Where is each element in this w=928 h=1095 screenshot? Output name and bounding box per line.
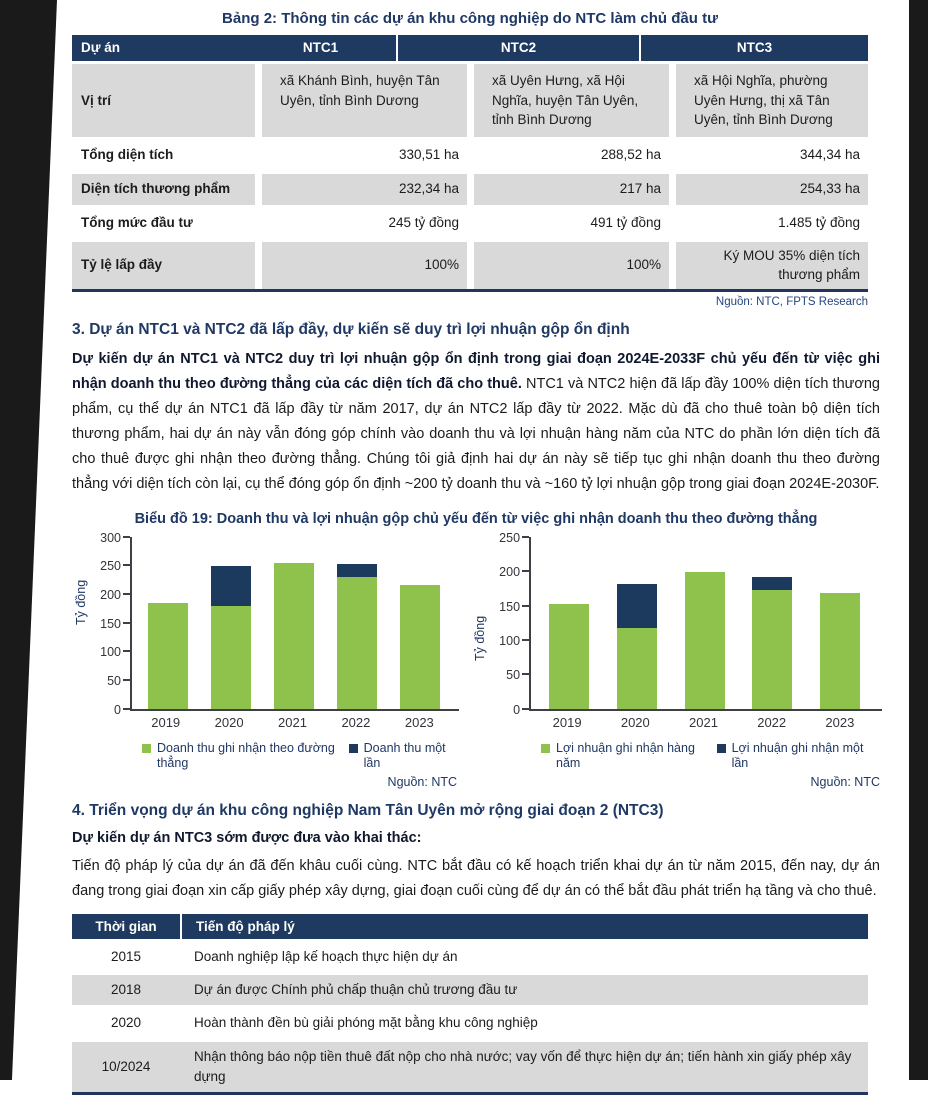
table-cell: 232,34 ha: [262, 174, 467, 205]
bars-container: [535, 537, 874, 709]
bar-slot: [262, 537, 325, 709]
page-right-black-edge: [909, 0, 928, 1080]
table-cell: xã Hội Nghĩa, phường Uyên Hưng, thị xã Tân Uyên, tỉnh Bình Dương: [676, 64, 868, 137]
table-row: [72, 942, 868, 972]
bar-segment: [617, 584, 657, 629]
bar-segment: [400, 585, 440, 709]
header-thoi-gian: Thời gian: [72, 914, 180, 939]
legend-item: [717, 741, 878, 771]
x-tick-label: 2019: [552, 714, 582, 730]
y-tick-mark: [522, 639, 529, 641]
table-cell: 344,34 ha: [676, 140, 868, 171]
section-3-heading: 3. Dự án NTC1 và NTC2 đã lấp đầy, dự kiến sẽ duy trì lợi nhuận gộp ổn định: [72, 320, 630, 338]
bar-segment: [752, 577, 792, 591]
stacked-bar: [820, 593, 860, 709]
table-row: [72, 1008, 868, 1038]
x-axis-labels: [130, 711, 459, 730]
table-row: [72, 975, 868, 1005]
table-row: [72, 1042, 868, 1093]
row-label: Tổng mức đầu tư: [72, 208, 255, 239]
x-tick-label: 2022: [341, 714, 371, 730]
plot-area-wrap: [100, 530, 459, 789]
table-cell: 491 tỷ đồng: [474, 208, 669, 239]
section-4-paragraph: Tiến độ pháp lý của dự án đã đến khâu cuối cùng. NTC bắt đầu có kế hoạch triển khai dự án từ năm 2015, đến nay, dự án đang trong giai đoạn xin cấp giấy phép xây dựng, giai đoạn cuối cùng để dự án có thể bắt đầu phát triển hạ tầng và cho thuê.: [72, 857, 880, 899]
progress-cell: Dự án được Chính phủ chấp thuận chủ trương đầu tư: [194, 982, 518, 998]
table-cell: 100%: [474, 242, 669, 289]
table-row: [72, 64, 868, 137]
gross-profit-chart: [471, 529, 882, 789]
projects-table-header: [72, 35, 868, 61]
y-tick-label: 100: [100, 645, 121, 660]
bar-segment: [685, 572, 725, 709]
table-cell: 254,33 ha: [676, 174, 868, 205]
section-3-body-text: NTC1 và NTC2 hiện đã lấp đầy 100% diện tích thương phẩm, cụ thể dự án NTC1 đã lấp đầy từ năm 2017, dự án NTC2 lấp đầy từ 2022. Mặc dù đã cho thuê toàn bộ diện tích thương phẩm, hai dự án này vẫn đóng góp chính vào doanh thu và lợi nhuận hàng năm của NTC do phần lớn diện tích đã cho thuê được ghi nhận theo đường thẳng. Chúng tôi giả định hai dự án này sẽ tiếp tục ghi nhận doanh thu theo đường thẳng với diện tích còn lại, cụ thể đóng góp ổn định ~200 tỷ doanh thu và ~160 tỷ lợi nhuận gộp trong giai đoạn 2024E-2030F.: [72, 375, 880, 492]
bar-segment: [211, 606, 251, 709]
y-axis-label: Tỷ đồng: [473, 615, 488, 661]
y-tick-label: 50: [506, 668, 521, 683]
table-row: [72, 242, 868, 289]
x-axis-labels: [529, 711, 882, 730]
bar-segment: [820, 593, 860, 709]
bar-segment: [337, 577, 377, 709]
y-tick-label: 100: [499, 634, 521, 649]
x-tick-label: 2023: [404, 714, 434, 730]
bars-container: [136, 537, 451, 709]
x-tick-label: 2023: [825, 714, 855, 730]
y-tick-label: 150: [100, 616, 121, 631]
table-cell: 288,52 ha: [474, 140, 669, 171]
bar-slot: [535, 537, 603, 709]
y-tick-mark: [522, 605, 529, 607]
stacked-bar: [752, 577, 792, 709]
table-cell: 330,51 ha: [262, 140, 467, 171]
bar-slot: [671, 537, 739, 709]
y-tick-mark: [123, 650, 130, 652]
row-label: Vị trí: [72, 64, 255, 137]
x-tick-label: 2019: [151, 714, 181, 730]
stacked-bar: [617, 584, 657, 709]
table-cell: 100%: [262, 242, 467, 289]
report-page: [72, 0, 882, 1095]
section-4-lead-bold: Dự kiến dự án NTC3 sớm được đưa vào khai thác:: [72, 829, 422, 846]
y-tick-mark: [123, 593, 130, 595]
chart-legend: [130, 730, 459, 771]
chart-19-title: Biểu đồ 19: Doanh thu và lợi nhuận gộp chủ yếu đến từ việc ghi nhận doanh thu theo đường thẳng: [134, 510, 818, 527]
legal-progress-table: [72, 914, 868, 1095]
legend-label: Lợi nhuận ghi nhận một lần: [731, 740, 864, 770]
bar-slot: [136, 537, 199, 709]
y-tick-mark: [522, 536, 529, 538]
header-du-an: Dự án: [72, 35, 245, 61]
projects-table-body: [72, 64, 868, 289]
bar-slot: [603, 537, 671, 709]
row-label: Tỷ lệ lấp đầy: [72, 242, 255, 289]
section-3-lead-bold: Dự kiến dự án NTC1 và NTC2 duy trì lợi nhuận gộp ổn định trong giai đoạn 2024E-2033F chủ yếu đến từ việc ghi nhận doanh thu theo đường thẳng của các diện tích đã cho thuê.: [72, 350, 880, 392]
bar-slot: [325, 537, 388, 709]
legend-marker: [142, 744, 151, 753]
table-row: [72, 174, 868, 205]
bar-slot: [806, 537, 874, 709]
y-tick-label: 50: [107, 674, 121, 689]
legend-marker: [349, 744, 358, 753]
y-tick-mark: [522, 570, 529, 572]
stacked-bar: [400, 585, 440, 709]
stacked-bar: [549, 604, 589, 709]
y-axis-label: Tỷ đồng: [74, 579, 88, 625]
y-tick-mark: [123, 622, 130, 624]
y-tick-mark: [522, 708, 529, 710]
projects-table: [72, 35, 868, 292]
legal-table-header: [72, 914, 868, 939]
table-2-title: Bảng 2: Thông tin các dự án khu công nghiệp do NTC làm chủ đầu tư: [222, 10, 718, 27]
x-tick-label: 2020: [214, 714, 244, 730]
header-ntc2: NTC2: [396, 35, 639, 61]
bar-slot: [199, 537, 262, 709]
y-tick-label: 250: [499, 530, 521, 545]
bar-segment: [148, 603, 188, 709]
stacked-bar: [337, 564, 377, 708]
legend-label: Doanh thu ghi nhận theo đường thẳng: [157, 740, 335, 770]
x-tick-label: 2020: [620, 714, 650, 730]
legal-table-body: [72, 942, 868, 1092]
bar-segment: [617, 628, 657, 708]
table-cell: 245 tỷ đồng: [262, 208, 467, 239]
time-cell: 10/2024: [101, 1058, 151, 1074]
bar-segment: [337, 564, 377, 577]
y-tick-mark: [123, 564, 130, 566]
row-label: Diện tích thương phẩm: [72, 174, 255, 205]
legend-label: Lợi nhuận ghi nhận hàng năm: [556, 740, 695, 770]
revenue-chart: [72, 529, 459, 789]
stacked-bar: [274, 563, 314, 709]
y-tick-label: 150: [499, 599, 521, 614]
y-tick-label: 200: [499, 565, 521, 580]
section-3-paragraph: [72, 347, 880, 497]
bar-segment: [211, 566, 251, 606]
section-4-heading: 4. Triển vọng dự án khu công nghiệp Nam Tân Uyên mở rộng giai đoạn 2 (NTC3): [72, 801, 664, 819]
chart-legend: [529, 730, 882, 771]
y-tick-label: 250: [100, 559, 121, 574]
table-cell: xã Khánh Bình, huyện Tân Uyên, tỉnh Bình Dương: [262, 64, 467, 137]
time-cell: 2018: [110, 982, 142, 998]
charts-row: [72, 529, 882, 789]
legend-marker: [541, 744, 550, 753]
bar-segment: [549, 604, 589, 709]
bar-slot: [738, 537, 806, 709]
bar-segment: [274, 563, 314, 709]
page-left-black-edge: [0, 0, 57, 1080]
stacked-bar: [148, 603, 188, 709]
header-ntc3: NTC3: [639, 35, 868, 61]
table-cell: Ký MOU 35% diện tích thương phẩm: [676, 242, 868, 289]
plot-area-wrap: [499, 530, 882, 789]
x-tick-label: 2021: [278, 714, 307, 730]
stacked-bar: [685, 572, 725, 709]
legend-marker: [717, 744, 726, 753]
progress-cell: Doanh nghiệp lập kế hoạch thực hiện dự án: [194, 948, 458, 964]
bar-segment: [752, 590, 792, 708]
progress-cell: Hoàn thành đền bù giải phóng mặt bằng khu công nghiệp: [194, 1015, 538, 1031]
table-cell: 1.485 tỷ đồng: [676, 208, 868, 239]
x-tick-label: 2022: [757, 714, 787, 730]
table-cell: xã Uyên Hưng, xã Hội Nghĩa, huyện Tân Uyên, tỉnh Bình Dương: [474, 64, 669, 137]
bar-slot: [388, 537, 451, 709]
y-tick-label: 0: [114, 702, 121, 717]
legend-item: [142, 741, 349, 771]
plot-area: [100, 530, 459, 717]
y-tick-mark: [123, 536, 130, 538]
y-tick-mark: [123, 679, 130, 681]
chart-source: Nguồn: NTC: [810, 774, 880, 789]
table-row: [72, 208, 868, 239]
progress-cell: Nhận thông báo nộp tiền thuê đất nộp cho nhà nước; vay vốn để thực hiện dự án; tiến hành xin giấy phép xây dựng: [194, 1048, 852, 1084]
y-tick-label: 300: [100, 530, 121, 545]
table-row: [72, 140, 868, 171]
chart-source: Nguồn: NTC: [387, 774, 458, 789]
y-tick-mark: [522, 673, 529, 675]
table-cell: 217 ha: [474, 174, 669, 205]
time-cell: 2020: [110, 1015, 142, 1031]
x-tick-label: 2021: [689, 714, 718, 730]
y-tick-label: 0: [513, 702, 521, 717]
y-tick-label: 200: [100, 588, 121, 603]
table-source: Nguồn: NTC, FPTS Research: [715, 295, 868, 308]
time-cell: 2015: [110, 948, 142, 964]
stacked-bar: [211, 566, 251, 709]
legend-label: Doanh thu một lần: [363, 740, 446, 770]
header-ntc1: NTC1: [245, 35, 396, 61]
legend-item: [349, 741, 455, 771]
legend-item: [541, 741, 717, 771]
plot-area: [499, 530, 882, 717]
header-tien-do: Tiến độ pháp lý: [180, 914, 868, 939]
row-label: Tổng diện tích: [72, 140, 255, 171]
y-tick-mark: [123, 708, 130, 710]
